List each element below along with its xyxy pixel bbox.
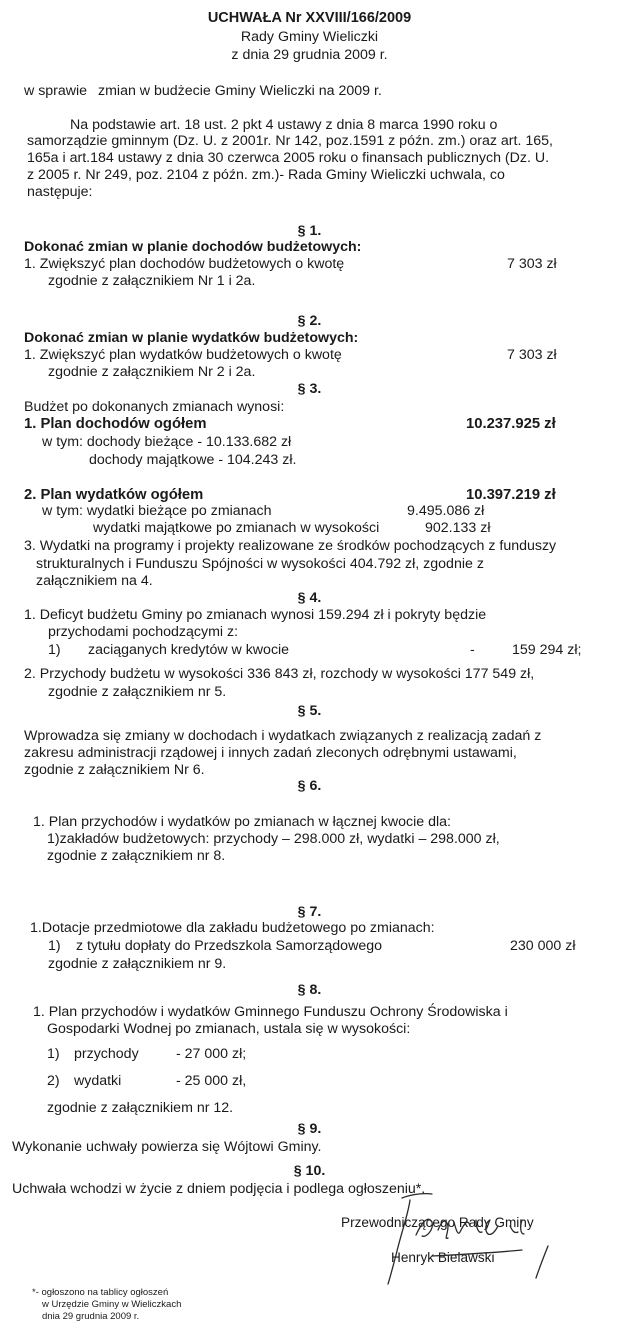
section-8-income-num: 1) xyxy=(47,1046,60,1062)
subject-prefix: w sprawie xyxy=(24,83,88,99)
section-4-sub-label: zaciąganych kredytów w kwocie xyxy=(88,642,290,658)
section-8-income-label: przychody xyxy=(74,1046,139,1062)
section-1-title: § 1. xyxy=(297,223,322,239)
section-7-line: 1.Dotacje przedmiotowe dla zakładu budżetowego po zmianach: xyxy=(30,920,435,936)
section-6-line: 1. Plan przychodów i wydatków po zmianach w łącznej kwocie dla: xyxy=(33,814,451,830)
section-5-line: zakresu administracji rządowej i innych zadań zleconych odrębnymi ustawami, xyxy=(24,745,517,761)
expense-total-value: 10.397.219 zł xyxy=(466,487,556,503)
section-1-amount: 7 303 zł xyxy=(507,256,557,272)
section-3-title: § 3. xyxy=(297,381,322,397)
section-3-item3: strukturalnych i Funduszu Spójności w wysokości 404.792 zł, zgodnie z xyxy=(36,556,484,572)
preamble-line: z 2005 r. Nr 249, poz. 2104 z późn. zm.)- Rada Gminy Wieliczki uchwala, co xyxy=(27,167,505,183)
section-6-line: zgodnie z załącznikiem nr 8. xyxy=(47,848,226,864)
section-9-text: Wykonanie uchwały powierza się Wójtowi Gminy. xyxy=(12,1139,322,1155)
section-8-line: 1. Plan przychodów i wydatków Gminnego Funduszu Ochrony Środowiska i xyxy=(33,1004,508,1020)
section-2-heading: Dokonać zmian w planie wydatków budżetowych: xyxy=(24,330,359,346)
expense-current-value: 9.495.086 zł xyxy=(407,503,485,519)
preamble-line: Na podstawie art. 18 ust. 2 pkt 4 ustawy z dnia 8 marca 1990 roku o xyxy=(70,117,498,133)
section-3-item3: załącznikiem na 4. xyxy=(36,573,153,589)
income-current: w tym: dochody bieżące - 10.133.682 zł xyxy=(42,434,292,450)
section-10-title: § 10. xyxy=(293,1163,326,1179)
section-4-sub-amount: 159 294 zł; xyxy=(512,642,582,658)
section-4-sub-num: 1) xyxy=(48,642,61,658)
footnote-line: w Urzędzie Gminy w Wieliczkach xyxy=(42,1299,182,1310)
section-1-ref: zgodnie z załącznikiem Nr 1 i 2a. xyxy=(48,273,256,289)
signature-role: Przewodniczącego Rady Gminy xyxy=(341,1215,534,1230)
income-total-label: 1. Plan dochodów ogółem xyxy=(24,416,207,432)
handwritten-signature xyxy=(372,1160,572,1290)
section-8-expense-num: 2) xyxy=(47,1073,60,1089)
section-9-title: § 9. xyxy=(297,1121,322,1137)
income-property: dochody majątkowe - 104.243 zł. xyxy=(89,452,297,468)
section-8-title: § 8. xyxy=(297,982,322,998)
section-2-item: 1. Zwiększyć plan wydatków budżetowych o kwotę xyxy=(24,347,342,363)
section-4-title: § 4. xyxy=(297,590,322,606)
section-2-title: § 2. xyxy=(297,313,322,329)
section-8-income-amount: - 27 000 zł; xyxy=(176,1046,247,1062)
section-3-item3: 3. Wydatki na programy i projekty realizowane ze środków pochodzących z funduszy xyxy=(24,538,557,554)
section-8-expense-amount: - 25 000 zł, xyxy=(176,1073,247,1089)
section-1-item: 1. Zwiększyć plan dochodów budżetowych o kwotę xyxy=(24,256,345,272)
section-10-text: Uchwała wchodzi w życie z dniem podjęcia i podlega ogłoszeniu*. xyxy=(12,1181,426,1197)
section-1-heading: Dokonać zmian w planie dochodów budżetowych: xyxy=(24,239,362,255)
section-4-item1: 1. Deficyt budżetu Gminy po zmianach wynosi 159.294 zł i pokryty będzie xyxy=(24,607,487,623)
section-5-title: § 5. xyxy=(297,703,322,719)
section-6-title: § 6. xyxy=(297,778,322,794)
preamble-line: następuje: xyxy=(27,184,93,200)
section-7-sub-label: z tytułu dopłaty do Przedszkola Samorządowego xyxy=(76,938,382,954)
footnote-line: *- ogłoszono na tablicy ogłoszeń xyxy=(32,1287,169,1298)
resolution-date: z dnia 29 grudnia 2009 r. xyxy=(231,47,388,63)
income-total-value: 10.237.925 zł xyxy=(466,416,556,432)
footnote-line: dnia 29 grudnia 2009 r. xyxy=(42,1311,140,1322)
section-6-line: 1)zakładów budżetowych: przychody – 298.000 zł, wydatki – 298.000 zł, xyxy=(47,831,500,847)
expense-property-value: 902.133 zł xyxy=(425,520,491,536)
expense-total-label: 2. Plan wydatków ogółem xyxy=(24,487,204,503)
section-4-item2: zgodnie z załącznikiem nr 5. xyxy=(48,684,227,700)
section-4-item1: przychodami pochodzącymi z: xyxy=(48,624,239,640)
section-4-item2: 2. Przychody budżetu w wysokości 336 843 zł, rozchody w wysokości 177 549 zł, xyxy=(24,666,535,682)
section-7-sub-amount: 230 000 zł xyxy=(510,938,576,954)
expense-current-label: w tym: wydatki bieżące po zmianach xyxy=(42,503,272,519)
section-2-amount: 7 303 zł xyxy=(507,347,557,363)
section-7-title: § 7. xyxy=(297,904,322,920)
section-5-line: zgodnie z załącznikiem Nr 6. xyxy=(24,762,205,778)
preamble-line: samorządzie gminnym (Dz. U. z 2001r. Nr 142, poz.1591 z późn. zm.) oraz art. 165, xyxy=(27,133,553,149)
section-3-intro: Budżet po dokonanych zmianach wynosi: xyxy=(24,399,285,415)
section-7-sub-num: 1) xyxy=(48,938,61,954)
section-5-line: Wprowadza się zmiany w dochodach i wydatkach związanych z realizacją zadań z xyxy=(24,728,542,744)
section-2-ref: zgodnie z załącznikiem Nr 2 i 2a. xyxy=(48,364,256,380)
section-7-ref: zgodnie z załącznikiem nr 9. xyxy=(48,956,227,972)
section-4-sub-dash: - xyxy=(470,642,475,658)
section-8-line: Gospodarki Wodnej po zmianach, ustala się w wysokości: xyxy=(47,1021,411,1037)
expense-property-label: wydatki majątkowe po zmianach w wysokości xyxy=(93,520,380,536)
preamble-line: 165a i art.184 ustawy z dnia 30 czerwca 2005 roku o finansach publicznych (Dz. U. xyxy=(27,150,550,166)
resolution-title: UCHWAŁA Nr XXVIII/166/2009 xyxy=(207,10,412,26)
signature-name: Henryk Bielawski xyxy=(391,1250,495,1265)
resolution-issuer: Rady Gminy Wieliczki xyxy=(240,29,379,45)
subject-text: zmian w budżecie Gminy Wieliczki na 2009 r. xyxy=(98,83,382,99)
section-8-ref: zgodnie z załącznikiem nr 12. xyxy=(47,1100,234,1116)
section-8-expense-label: wydatki xyxy=(74,1073,122,1089)
